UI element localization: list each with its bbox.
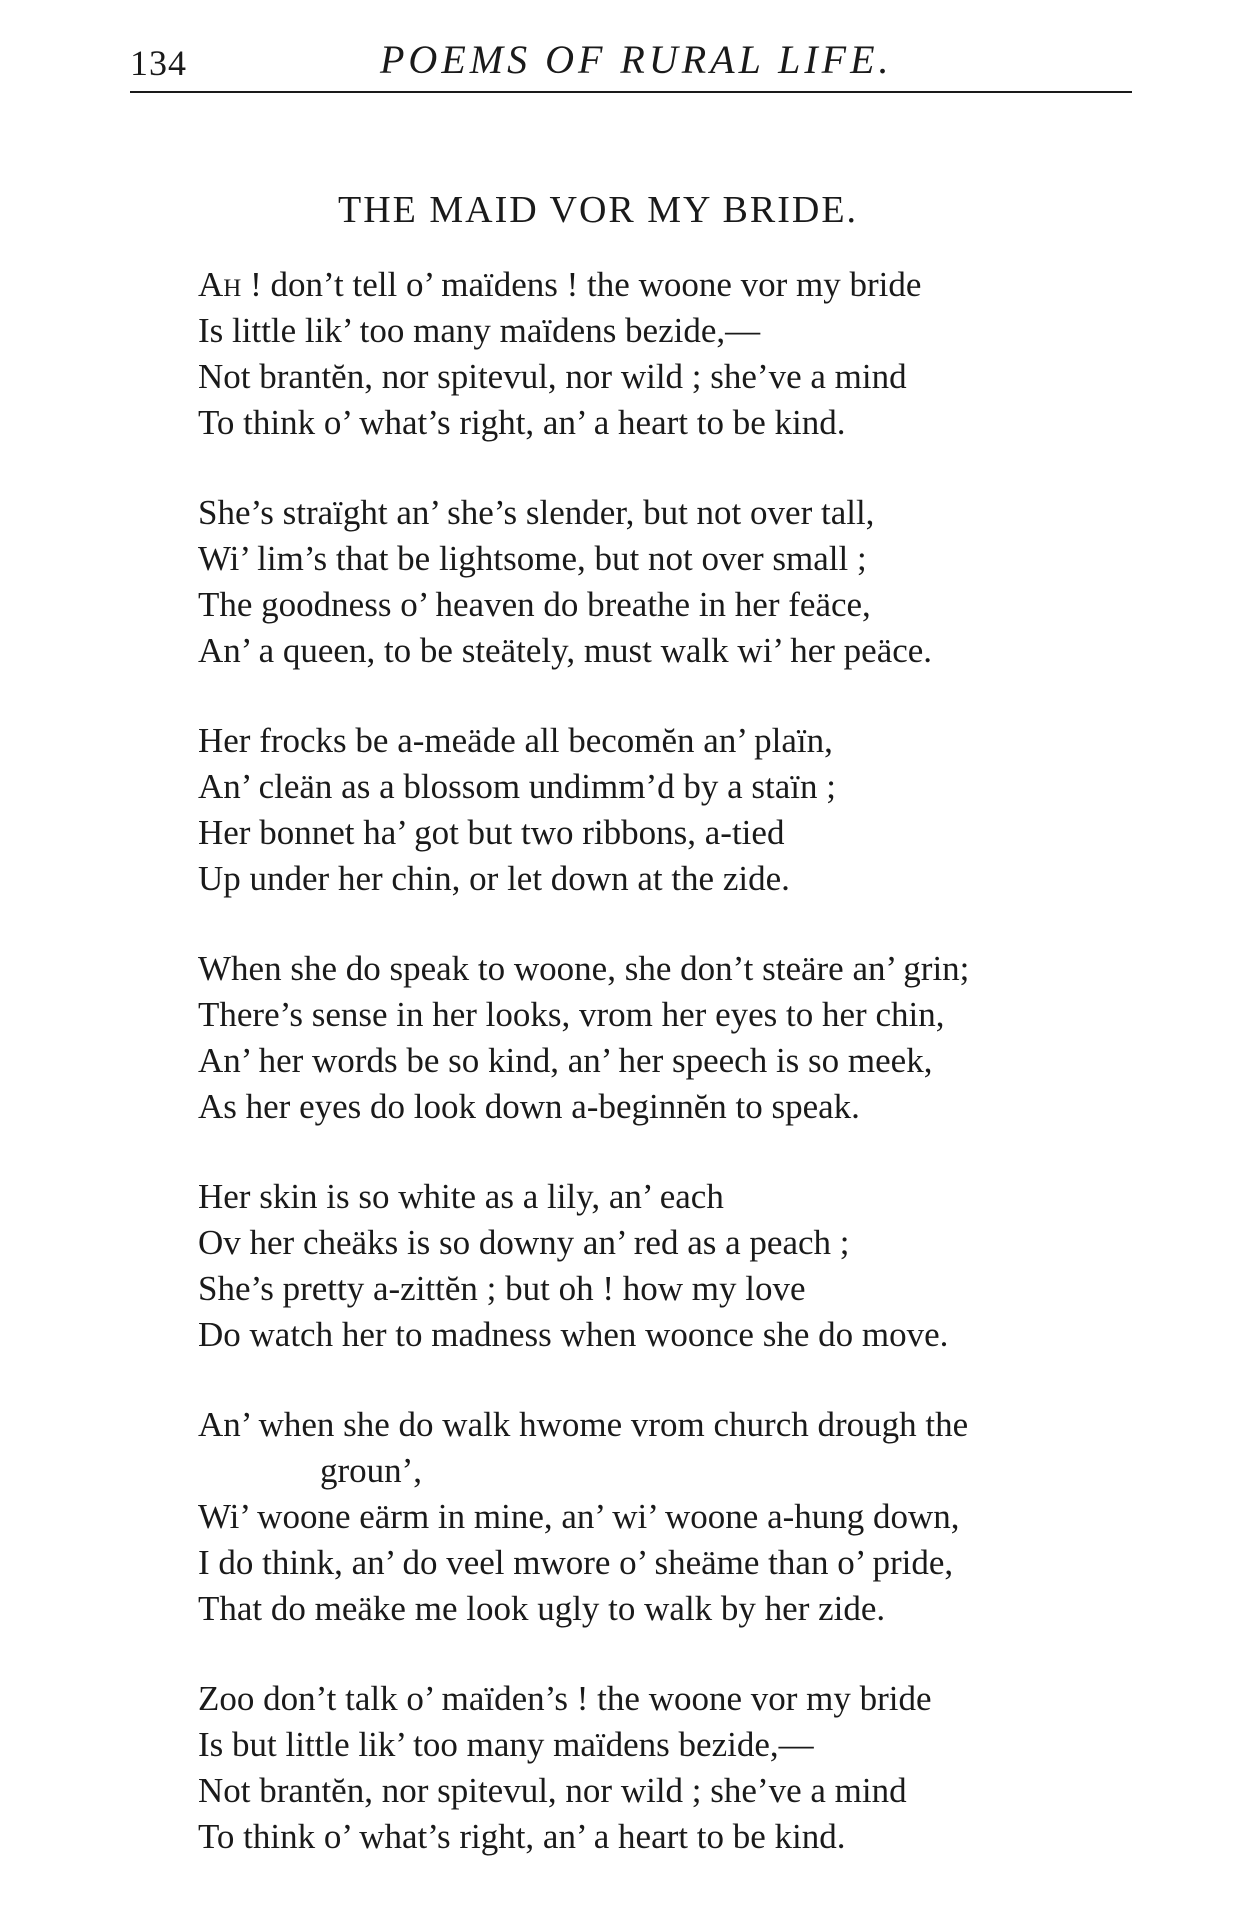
- poem-line: An’ cleän as a blossom undimm’d by a staïn ;: [198, 767, 836, 806]
- poem-line: I do think, an’ do veel mwore o’ sheäme than o’ pride,: [198, 1543, 954, 1582]
- poem-line: When she do speak to woone, she don’t steäre an’ grin;: [198, 949, 970, 988]
- poem-body: [198, 262, 1138, 1904]
- drop-word: Ah: [198, 265, 242, 304]
- poem-line: The goodness o’ heaven do breathe in her feäce,: [198, 585, 871, 624]
- poem-line: Not brantĕn, nor spitevul, nor wild ; she’ve a mind: [198, 1771, 907, 1810]
- poem-line: Her skin is so white as a lily, an’ each: [198, 1177, 724, 1216]
- poem-line: To think o’ what’s right, an’ a heart to be kind.: [198, 403, 846, 442]
- poem-line: Zoo don’t talk o’ maïden’s ! the woone vor my bride: [198, 1679, 932, 1718]
- poem-line: Up under her chin, or let down at the zide.: [198, 859, 790, 898]
- poem-line: That do meäke me look ugly to walk by her zide.: [198, 1589, 886, 1628]
- poem-line: Her bonnet ha’ got but two ribbons, a-tied: [198, 813, 785, 852]
- running-title: POEMS OF RURAL LIFE.: [380, 37, 893, 82]
- stanza-5: [198, 1174, 1138, 1358]
- poem-line: She’s pretty a-zittĕn ; but oh ! how my love: [198, 1269, 806, 1308]
- poem-line: Wi’ lim’s that be lightsome, but not over small ;: [198, 539, 867, 578]
- poem-line: As her eyes do look down a-beginnĕn to speak.: [198, 1087, 860, 1126]
- poem-line: To think o’ what’s right, an’ a heart to be kind.: [198, 1817, 846, 1856]
- page-number: 134: [130, 43, 187, 83]
- header-rule: [130, 91, 1132, 93]
- poem-line: Is but little lik’ too many maïdens bezide,—: [198, 1725, 814, 1764]
- poem-line: An’ a queen, to be steätely, must walk wi’ her peäce.: [198, 631, 933, 670]
- poem-line: Ov her cheäks is so downy an’ red as a peach ;: [198, 1223, 850, 1262]
- stanza-4: [198, 946, 1138, 1130]
- poem-line: Wi’ woone eärm in mine, an’ wi’ woone a-hung down,: [198, 1497, 960, 1536]
- poem-title: THE MAID VOR MY BRIDE.: [338, 189, 859, 231]
- poem-line: Do watch her to madness when woonce she do move.: [198, 1315, 949, 1354]
- stanza-3: [198, 718, 1138, 902]
- poem-line: [198, 262, 1138, 308]
- poem-line: Her frocks be a-meäde all becomĕn an’ plaïn,: [198, 721, 833, 760]
- poem-line: An’ her words be so kind, an’ her speech is so meek,: [198, 1041, 933, 1080]
- poem-line-text: ! don’t tell o’ maïdens ! the woone vor my bride: [241, 265, 922, 304]
- stanza-7: [198, 1676, 1138, 1860]
- stanza-1: [198, 262, 1138, 446]
- poem-line: An’ when she do walk hwome vrom church drough the: [198, 1405, 969, 1444]
- poem-line: Not brantĕn, nor spitevul, nor wild ; she’ve a mind: [198, 357, 907, 396]
- stanza-2: [198, 490, 1138, 674]
- poem-line: Is little lik’ too many maïdens bezide,—: [198, 311, 761, 350]
- poem-line-turnover: groun’,: [320, 1451, 423, 1490]
- running-head: [130, 30, 1130, 83]
- poem-line: She’s straïght an’ she’s slender, but not over tall,: [198, 493, 875, 532]
- stanza-6: [198, 1402, 1138, 1632]
- poem-line: There’s sense in her looks, vrom her eyes to her chin,: [198, 995, 945, 1034]
